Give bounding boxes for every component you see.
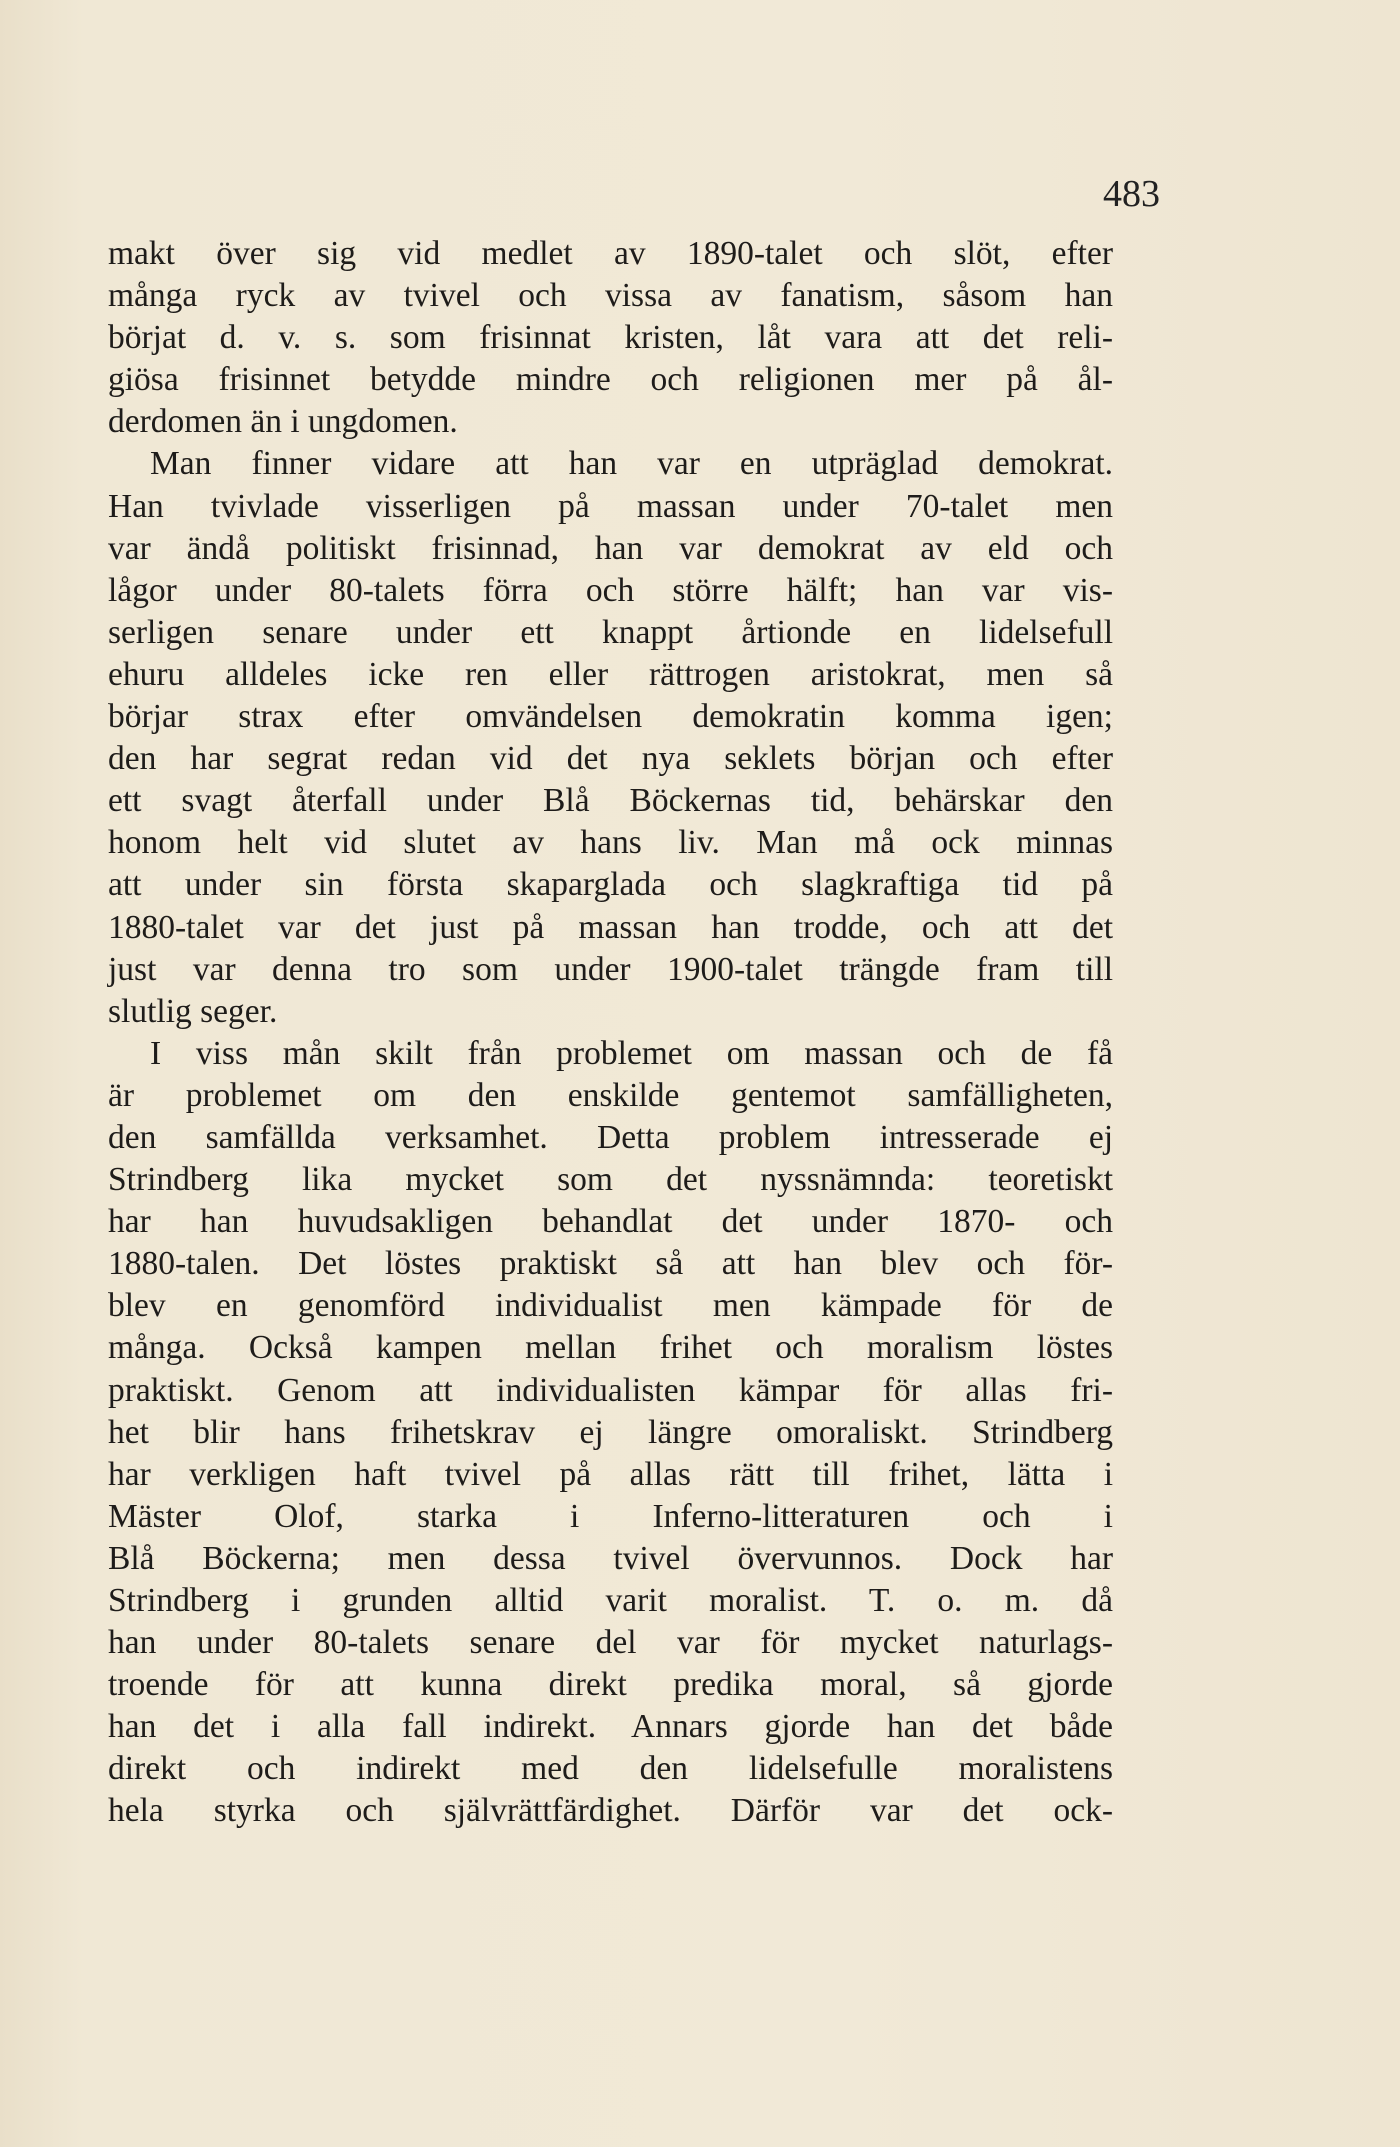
text-line: Blå Böckerna; men dessa tvivel övervunnos. Dock har — [108, 1539, 1113, 1577]
text-line: 1880-talen. Det löstes praktiskt så att han blev och för- — [108, 1245, 1113, 1283]
text-line: börjar strax efter omvändelsen demokratin komma igen; — [108, 698, 1113, 736]
text-line: många. Också kampen mellan frihet och moralism löstes — [108, 1329, 1113, 1367]
text-line: var ändå politiskt frisinnad, han var demokrat av eld och — [108, 529, 1113, 567]
text-line: han det i alla fall indirekt. Annars gjorde han det både — [108, 1708, 1113, 1746]
text-line: slutlig seger. — [108, 992, 278, 1030]
text-line: direkt och indirekt med den lidelsefulle moralistens — [108, 1750, 1113, 1788]
text-line: han under 80-talets senare del var för mycket naturlags- — [108, 1624, 1113, 1662]
text-line: het blir hans frihetskrav ej längre omoraliskt. Strindberg — [108, 1413, 1113, 1451]
text-line: derdomen än i ungdomen. — [108, 403, 458, 441]
text-line: praktiskt. Genom att individualisten kämpar för allas fri- — [108, 1371, 1113, 1409]
text-line: I viss mån skilt från problemet om massan och de få — [150, 1034, 1113, 1072]
text-line: honom helt vid slutet av hans liv. Man må ock minnas — [108, 824, 1113, 862]
text-line: giösa frisinnet betydde mindre och religionen mer på ål- — [108, 361, 1113, 399]
text-line: Strindberg lika mycket som det nyssnämnda: teoretiskt — [108, 1161, 1113, 1199]
text-line: Strindberg i grunden alltid varit moralist. T. o. m. då — [108, 1582, 1113, 1619]
text-line: har verkligen haft tvivel på allas rätt till frihet, lätta i — [108, 1455, 1113, 1493]
text-line: Mäster Olof, starka i Inferno-litteraturen och i — [108, 1497, 1113, 1535]
text-line: lågor under 80-talets förra och större hälft; han var vis- — [108, 571, 1113, 609]
text-line: att under sin första skaparglada och slagkraftiga tid på — [108, 866, 1113, 904]
text-line: 1880-talet var det just på massan han trodde, och att det — [108, 908, 1113, 946]
text-line: blev en genomförd individualist men kämpade för de — [108, 1287, 1113, 1325]
text-line: är problemet om den enskilde gentemot samfälligheten, — [108, 1076, 1113, 1114]
body-text — [108, 233, 1113, 1833]
text-line: den samfällda verksamhet. Detta problem intresserade ej — [108, 1118, 1113, 1156]
text-line: den har segrat redan vid det nya seklets början och efter — [108, 740, 1113, 778]
page-number: 483 — [1103, 173, 1160, 215]
text-line: har han huvudsakligen behandlat det under 1870- och — [108, 1203, 1113, 1241]
text-line: ehuru alldeles icke ren eller rättrogen aristokrat, men så — [108, 655, 1113, 693]
text-line: just var denna tro som under 1900-talet trängde fram till — [108, 950, 1113, 988]
text-line: ett svagt återfall under Blå Böckernas tid, behärskar den — [108, 782, 1113, 820]
text-line: börjat d. v. s. som frisinnat kristen, låt vara att det reli- — [108, 319, 1113, 357]
text-line: serligen senare under ett knappt årtionde en lidelsefull — [108, 613, 1113, 651]
text-line: hela styrka och självrättfärdighet. Därför var det ock- — [108, 1792, 1113, 1830]
text-line: Man finner vidare att han var en utpräglad demokrat. — [150, 445, 1113, 483]
text-line: makt över sig vid medlet av 1890-talet och slöt, efter — [108, 235, 1113, 272]
text-line: troende för att kunna direkt predika moral, så gjorde — [108, 1666, 1113, 1704]
text-line: Han tvivlade visserligen på massan under 70-talet men — [108, 487, 1113, 525]
text-line: många ryck av tvivel och vissa av fanatism, såsom han — [108, 277, 1113, 315]
